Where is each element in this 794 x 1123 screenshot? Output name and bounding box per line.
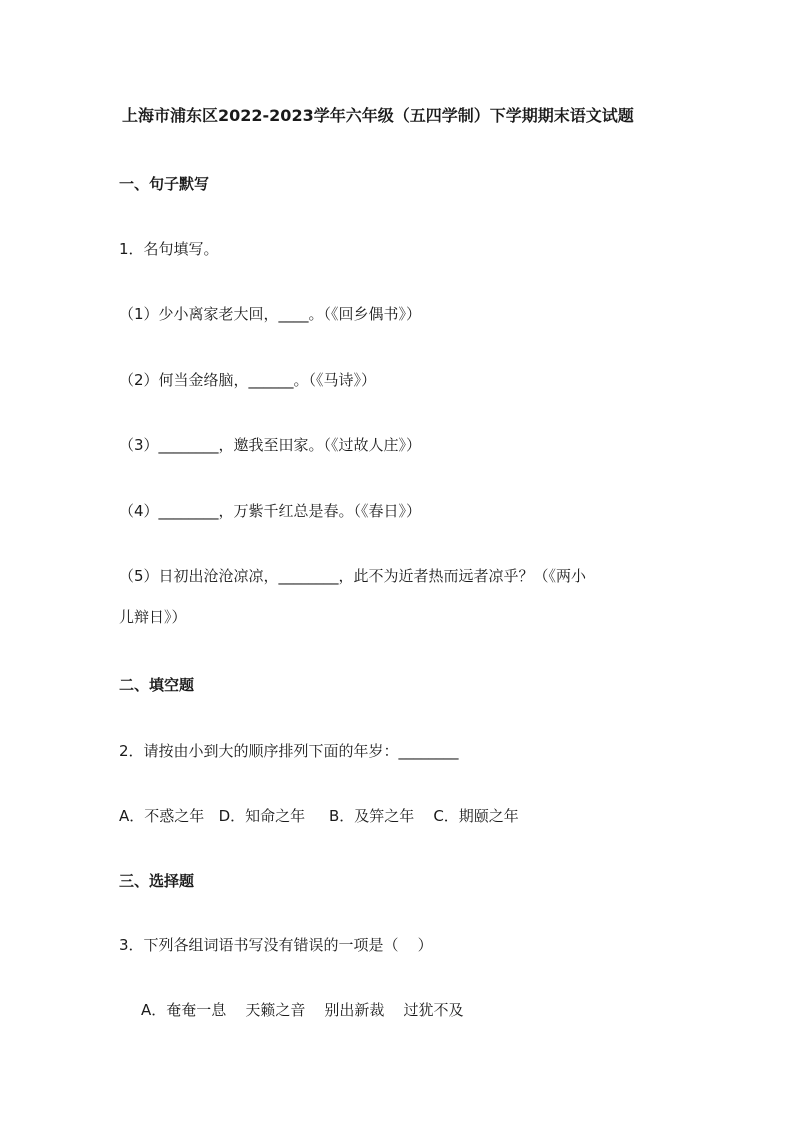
question-1-item-3: （3）________，邀我至田家。（《过故人庄》） xyxy=(119,436,422,454)
section-heading-2: 二、填空题 xyxy=(119,676,195,694)
section-heading-1: 一、句子默写 xyxy=(119,175,210,193)
question-1-item-5: （5）日初出沧沧凉凉，________，此不为近者热而远者凉乎？（《两小 xyxy=(119,567,587,585)
question-1: 1．名句填写。 xyxy=(119,240,219,258)
question-1-item-5-continued: 儿辩日》） xyxy=(119,608,187,626)
question-1-item-4: （4）________，万紫千红总是春。（《春日》） xyxy=(119,502,422,520)
question-1-item-1: （1）少小离家老大回，____。（《回乡偶书》） xyxy=(119,305,422,323)
question-1-item-2: （2）何当金络脑，______。（《马诗》） xyxy=(119,371,377,389)
document-title: 上海市浦东区2022-2023学年六年级（五四学制）下学期期末语文试题 xyxy=(122,106,634,125)
section-heading-3: 三、选择题 xyxy=(119,872,195,890)
question-3-option-a: A．奄奄一息 天籁之音 别出新裁 过犹不及 xyxy=(141,1001,464,1019)
question-3: 3．下列各组词语书写没有错误的一项是（ ） xyxy=(119,936,433,954)
question-2-options: A．不惑之年 D．知命之年 B．及笄之年 C．期颐之年 xyxy=(119,807,519,825)
question-2: 2．请按由小到大的顺序排列下面的年岁：________ xyxy=(119,742,459,760)
